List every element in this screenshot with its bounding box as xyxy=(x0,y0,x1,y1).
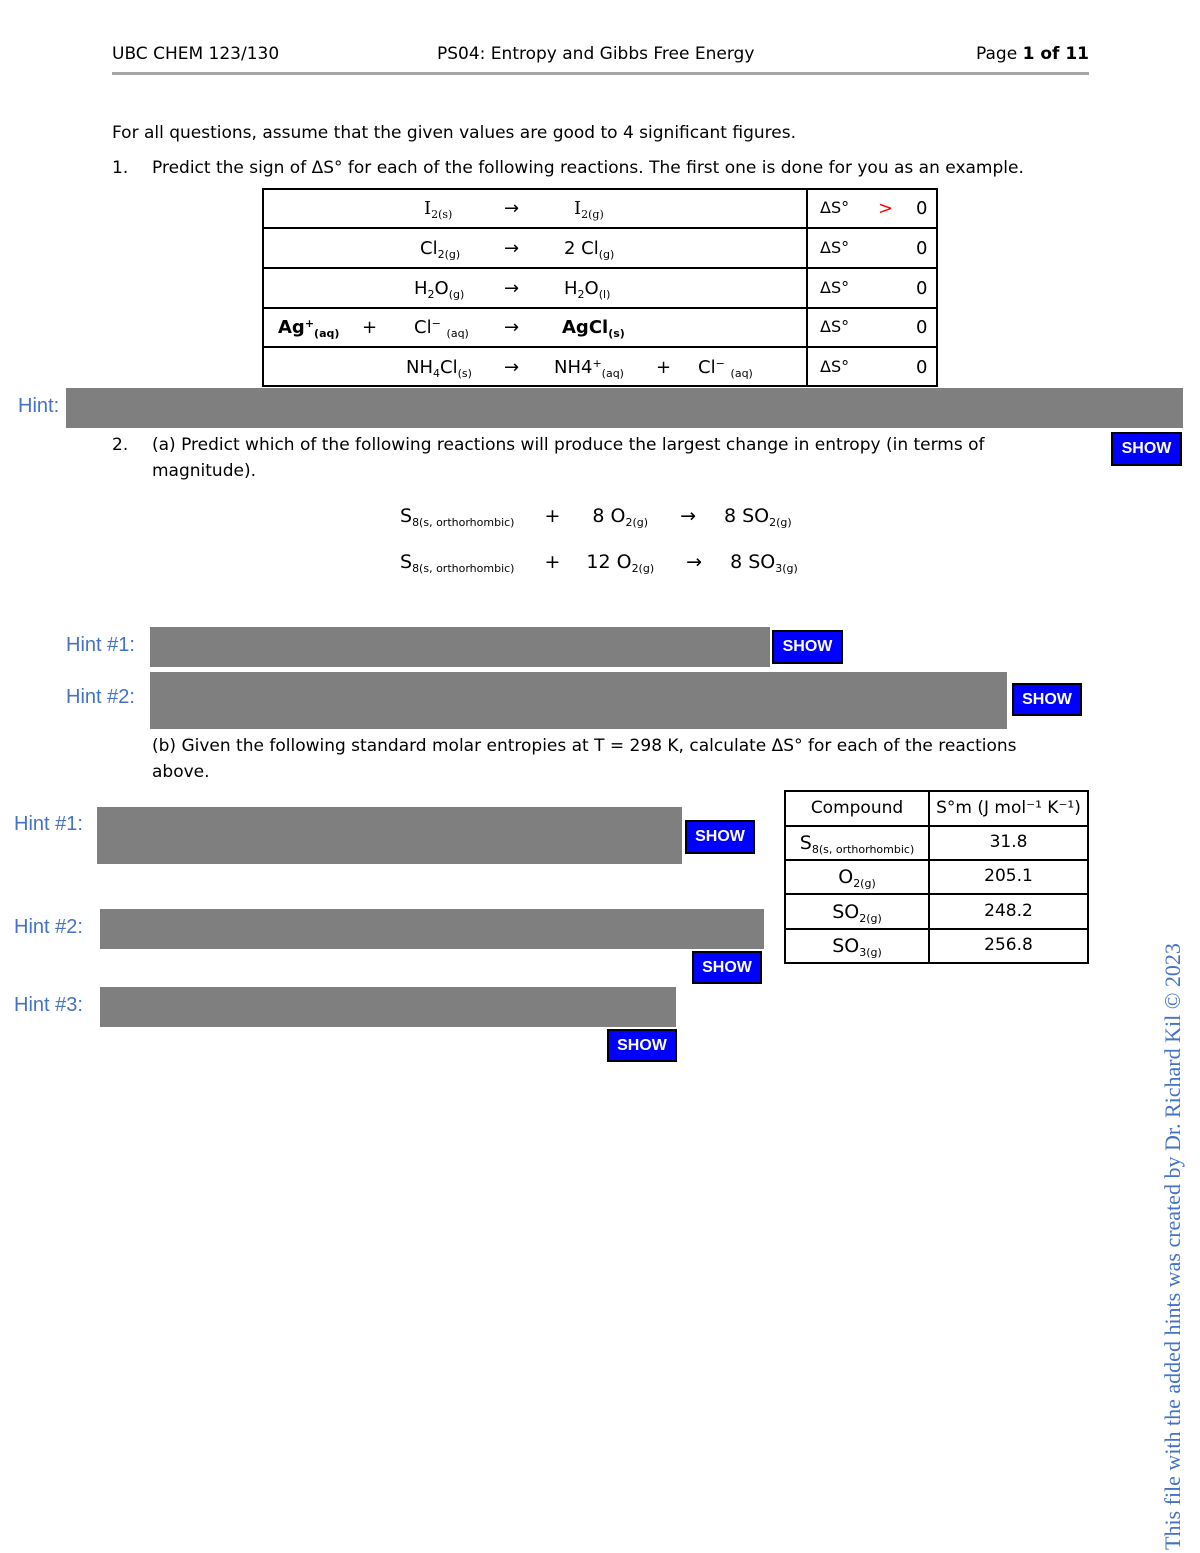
zero: 0 xyxy=(916,238,928,259)
show-button[interactable]: SHOW xyxy=(1012,683,1082,716)
show-button[interactable]: SHOW xyxy=(1111,432,1182,466)
reactant: Cl− $_{(aq)}$ xyxy=(414,317,469,340)
zero: 0 xyxy=(916,357,928,378)
reaction-row xyxy=(264,309,936,348)
example-sign: > xyxy=(878,198,894,219)
reactant: $I_{2(s)}$ xyxy=(424,198,453,221)
product: $H_2O_{(l)}$ xyxy=(564,278,611,301)
entropy-value: 256.8 xyxy=(984,935,1033,955)
table-row xyxy=(786,860,1087,895)
show-button[interactable]: SHOW xyxy=(692,951,762,984)
table-row xyxy=(786,895,1087,930)
hint-bar[interactable] xyxy=(150,627,770,667)
attribution-watermark: This file with the added hints was created by Dr. Richard Kil © 2023 xyxy=(1160,943,1185,1550)
entropy-value: 248.2 xyxy=(984,901,1033,921)
intro-text: For all questions, assume that the given values are good to 4 significant figures. xyxy=(112,123,796,143)
hint-bar[interactable] xyxy=(100,909,764,949)
show-button[interactable]: SHOW xyxy=(772,630,843,664)
entropy-value: 31.8 xyxy=(989,832,1028,852)
reactant: $Ag^+_{(aq)}$ xyxy=(278,317,340,340)
product: $NH4^+_{(aq)}$ xyxy=(554,357,624,380)
product: $I_{2(g)}$ xyxy=(574,198,604,221)
page-number: Page 1 of 11 xyxy=(976,44,1089,64)
q2-number: 2. xyxy=(112,435,129,455)
q1-text: Predict the sign of ΔS° for each of the following reactions. The first one is done for you as an example. xyxy=(152,158,1024,178)
hint-bar[interactable] xyxy=(66,388,1183,428)
zero: 0 xyxy=(916,278,928,299)
hint-bar[interactable] xyxy=(97,807,682,864)
hint-label: Hint #3: xyxy=(14,994,83,1016)
reactant: $NH_4Cl_{(s)}$ xyxy=(406,357,472,380)
reactant: $Cl_{2(g)}$ xyxy=(420,238,461,261)
delta-s-label: ΔS° xyxy=(820,238,850,257)
reaction-equation-1: $S_{8(s, orthorhombic)} + 8$ $O_{2(g)} \to 8$ $SO_{2(g)}$ xyxy=(400,505,792,529)
compound: $S_{8(s, orthorhombic)}$ xyxy=(799,832,915,856)
plus: + xyxy=(362,317,378,338)
hint-bar[interactable] xyxy=(100,987,676,1027)
show-button[interactable]: SHOW xyxy=(607,1029,677,1062)
reaction-table xyxy=(262,188,938,387)
product: AgCl$_{(s)}$ xyxy=(562,317,625,340)
course-code: UBC CHEM 123/130 xyxy=(112,44,280,64)
product: 2 $Cl_{(g)}$ xyxy=(564,238,615,261)
arrow: → xyxy=(504,317,520,338)
entropy-value: 205.1 xyxy=(984,866,1033,886)
q1-number: 1. xyxy=(112,158,129,178)
document-title: PS04: Entropy and Gibbs Free Energy xyxy=(437,44,755,64)
table-header-row xyxy=(786,792,1087,827)
reaction-row xyxy=(264,270,936,309)
show-button[interactable]: SHOW xyxy=(685,820,755,854)
delta-s-label: ΔS° xyxy=(820,198,850,217)
reaction-equation-2: $S_{8(s, orthorhombic)} + 12$ $O_{2(g)} \to 8$ $SO_{3(g)}$ xyxy=(400,551,798,575)
reaction-row xyxy=(264,190,936,229)
delta-s-label: ΔS° xyxy=(820,317,850,336)
hint-label: Hint #1: xyxy=(14,813,83,835)
hint-label: Hint: xyxy=(18,395,60,417)
header-rule xyxy=(112,72,1089,75)
q2a-text: (a) Predict which of the following reactions will produce the largest change in entropy (in terms of magnitude). xyxy=(152,435,985,481)
hint-label: Hint #1: xyxy=(66,634,135,656)
q2b-text: (b) Given the following standard molar entropies at T = 298 K, calculate ΔS° for each of the reactions above. xyxy=(152,736,1017,782)
table-row xyxy=(786,826,1087,861)
delta-s-label: ΔS° xyxy=(820,357,850,376)
arrow: → xyxy=(504,238,520,259)
product: Cl− $_{(aq)}$ xyxy=(698,357,753,380)
hint-label: Hint #2: xyxy=(66,686,135,708)
table-row xyxy=(786,929,1087,964)
compound: $O_{2(g)}$ xyxy=(838,866,876,890)
arrow: → xyxy=(504,198,520,219)
hint-bar[interactable] xyxy=(150,672,1007,729)
arrow: → xyxy=(504,357,520,378)
entropy-table xyxy=(784,790,1089,964)
header-value: S°m (J mol⁻¹ K⁻¹) xyxy=(936,798,1081,818)
arrow: → xyxy=(504,278,520,299)
reaction-row xyxy=(264,349,936,388)
zero: 0 xyxy=(916,317,928,338)
compound: $SO_{3(g)}$ xyxy=(832,935,882,959)
delta-s-label: ΔS° xyxy=(820,278,850,297)
page-header xyxy=(112,44,1089,72)
compound: $SO_{2(g)}$ xyxy=(832,901,882,925)
header-compound: Compound xyxy=(810,798,904,818)
zero: 0 xyxy=(916,198,928,219)
reactant: $H_2O_{(g)}$ xyxy=(414,278,465,301)
plus: + xyxy=(656,357,672,378)
reaction-row xyxy=(264,230,936,269)
hint-label: Hint #2: xyxy=(14,916,83,938)
